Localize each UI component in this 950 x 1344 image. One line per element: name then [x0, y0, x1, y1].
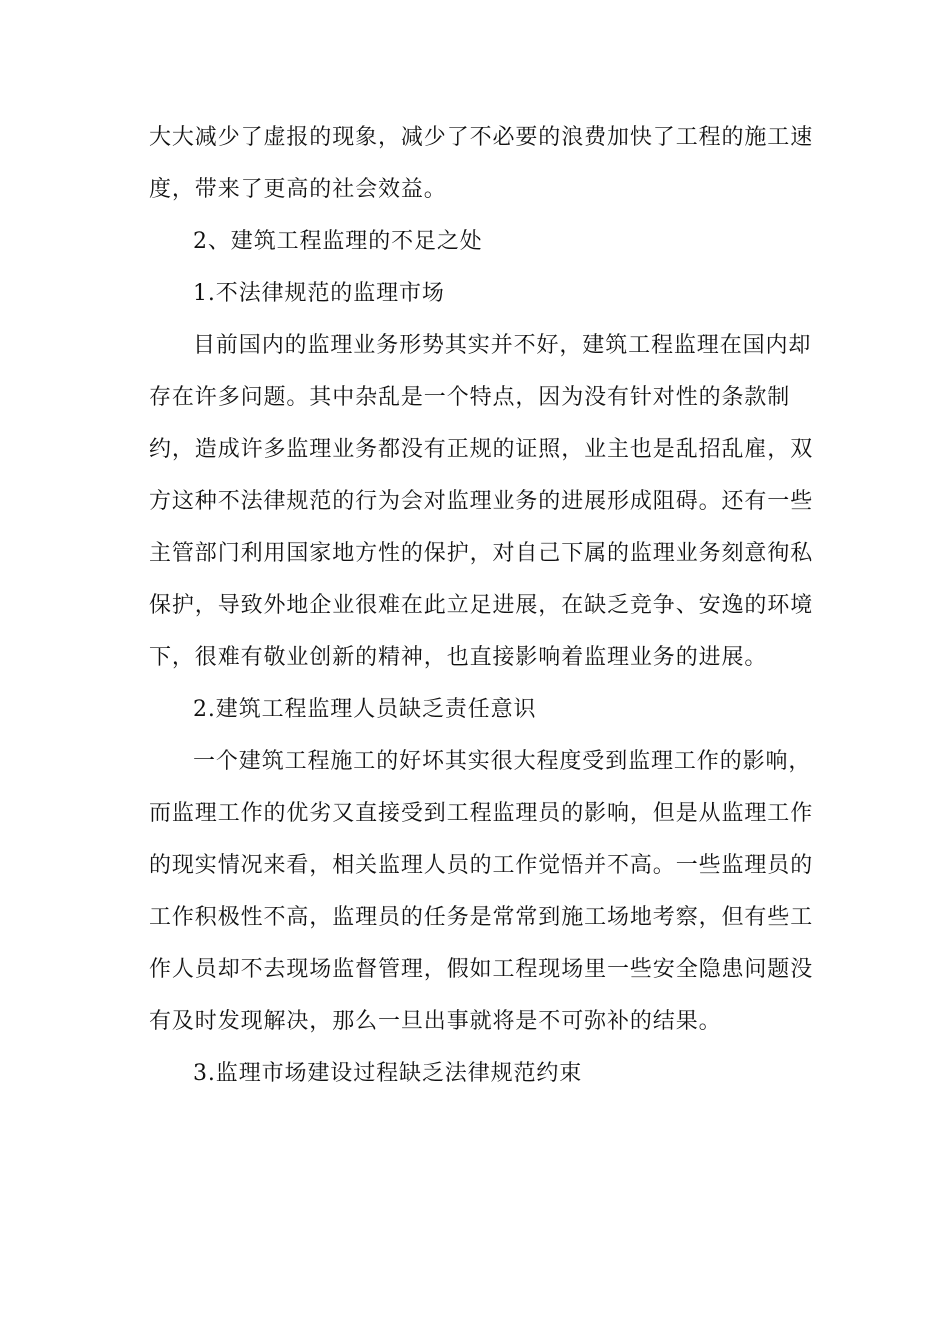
paragraph-line: 约，造成许多监理业务都没有正规的证照，业主也是乱招乱雇，双: [149, 437, 814, 462]
paragraph-line: 而监理工作的优劣又直接受到工程监理员的影响，但是从监理工作: [149, 801, 814, 826]
paragraph-line: 工作积极性不高，监理员的任务是常常到施工场地考察，但有些工: [149, 905, 814, 930]
paragraph-line: 存在许多问题。其中杂乱是一个特点，因为没有针对性的条款制: [149, 385, 791, 410]
subsection-heading: 1.不法律规范的监理市场: [193, 281, 445, 306]
subsection-heading: 2.建筑工程监理人员缺乏责任意识: [193, 697, 537, 722]
paragraph-line: 的现实情况来看，相关监理人员的工作觉悟并不高。一些监理员的: [149, 853, 814, 878]
paragraph-line: 目前国内的监理业务形势其实并不好，建筑工程监理在国内却: [193, 333, 812, 358]
subsection-heading: 3.监理市场建设过程缺乏法律规范约束: [193, 1061, 583, 1086]
paragraph-line: 度，带来了更高的社会效益。: [149, 177, 447, 202]
paragraph-line: 作人员却不去现场监督管理，假如工程现场里一些安全隐患问题没: [149, 957, 814, 982]
paragraph-line: 大大减少了虚报的现象，减少了不必要的浪费加快了工程的施工速: [149, 125, 814, 150]
section-heading: 2、建筑工程监理的不足之处: [193, 229, 483, 254]
paragraph-line: 下，很难有敬业创新的精神，也直接影响着监理业务的进展。: [149, 645, 768, 670]
paragraph-line: 主管部门利用国家地方性的保护，对自己下属的监理业务刻意徇私: [149, 541, 814, 566]
paragraph-line: 一个建筑工程施工的好坏其实很大程度受到监理工作的影响，: [193, 749, 812, 774]
paragraph-line: 方这种不法律规范的行为会对监理业务的进展形成阻碍。还有一些: [149, 489, 814, 514]
paragraph-line: 保护，导致外地企业很难在此立足进展，在缺乏竞争、安逸的环境: [149, 593, 814, 618]
paragraph-line: 有及时发现解决，那么一旦出事就将是不可弥补的结果。: [149, 1009, 722, 1034]
